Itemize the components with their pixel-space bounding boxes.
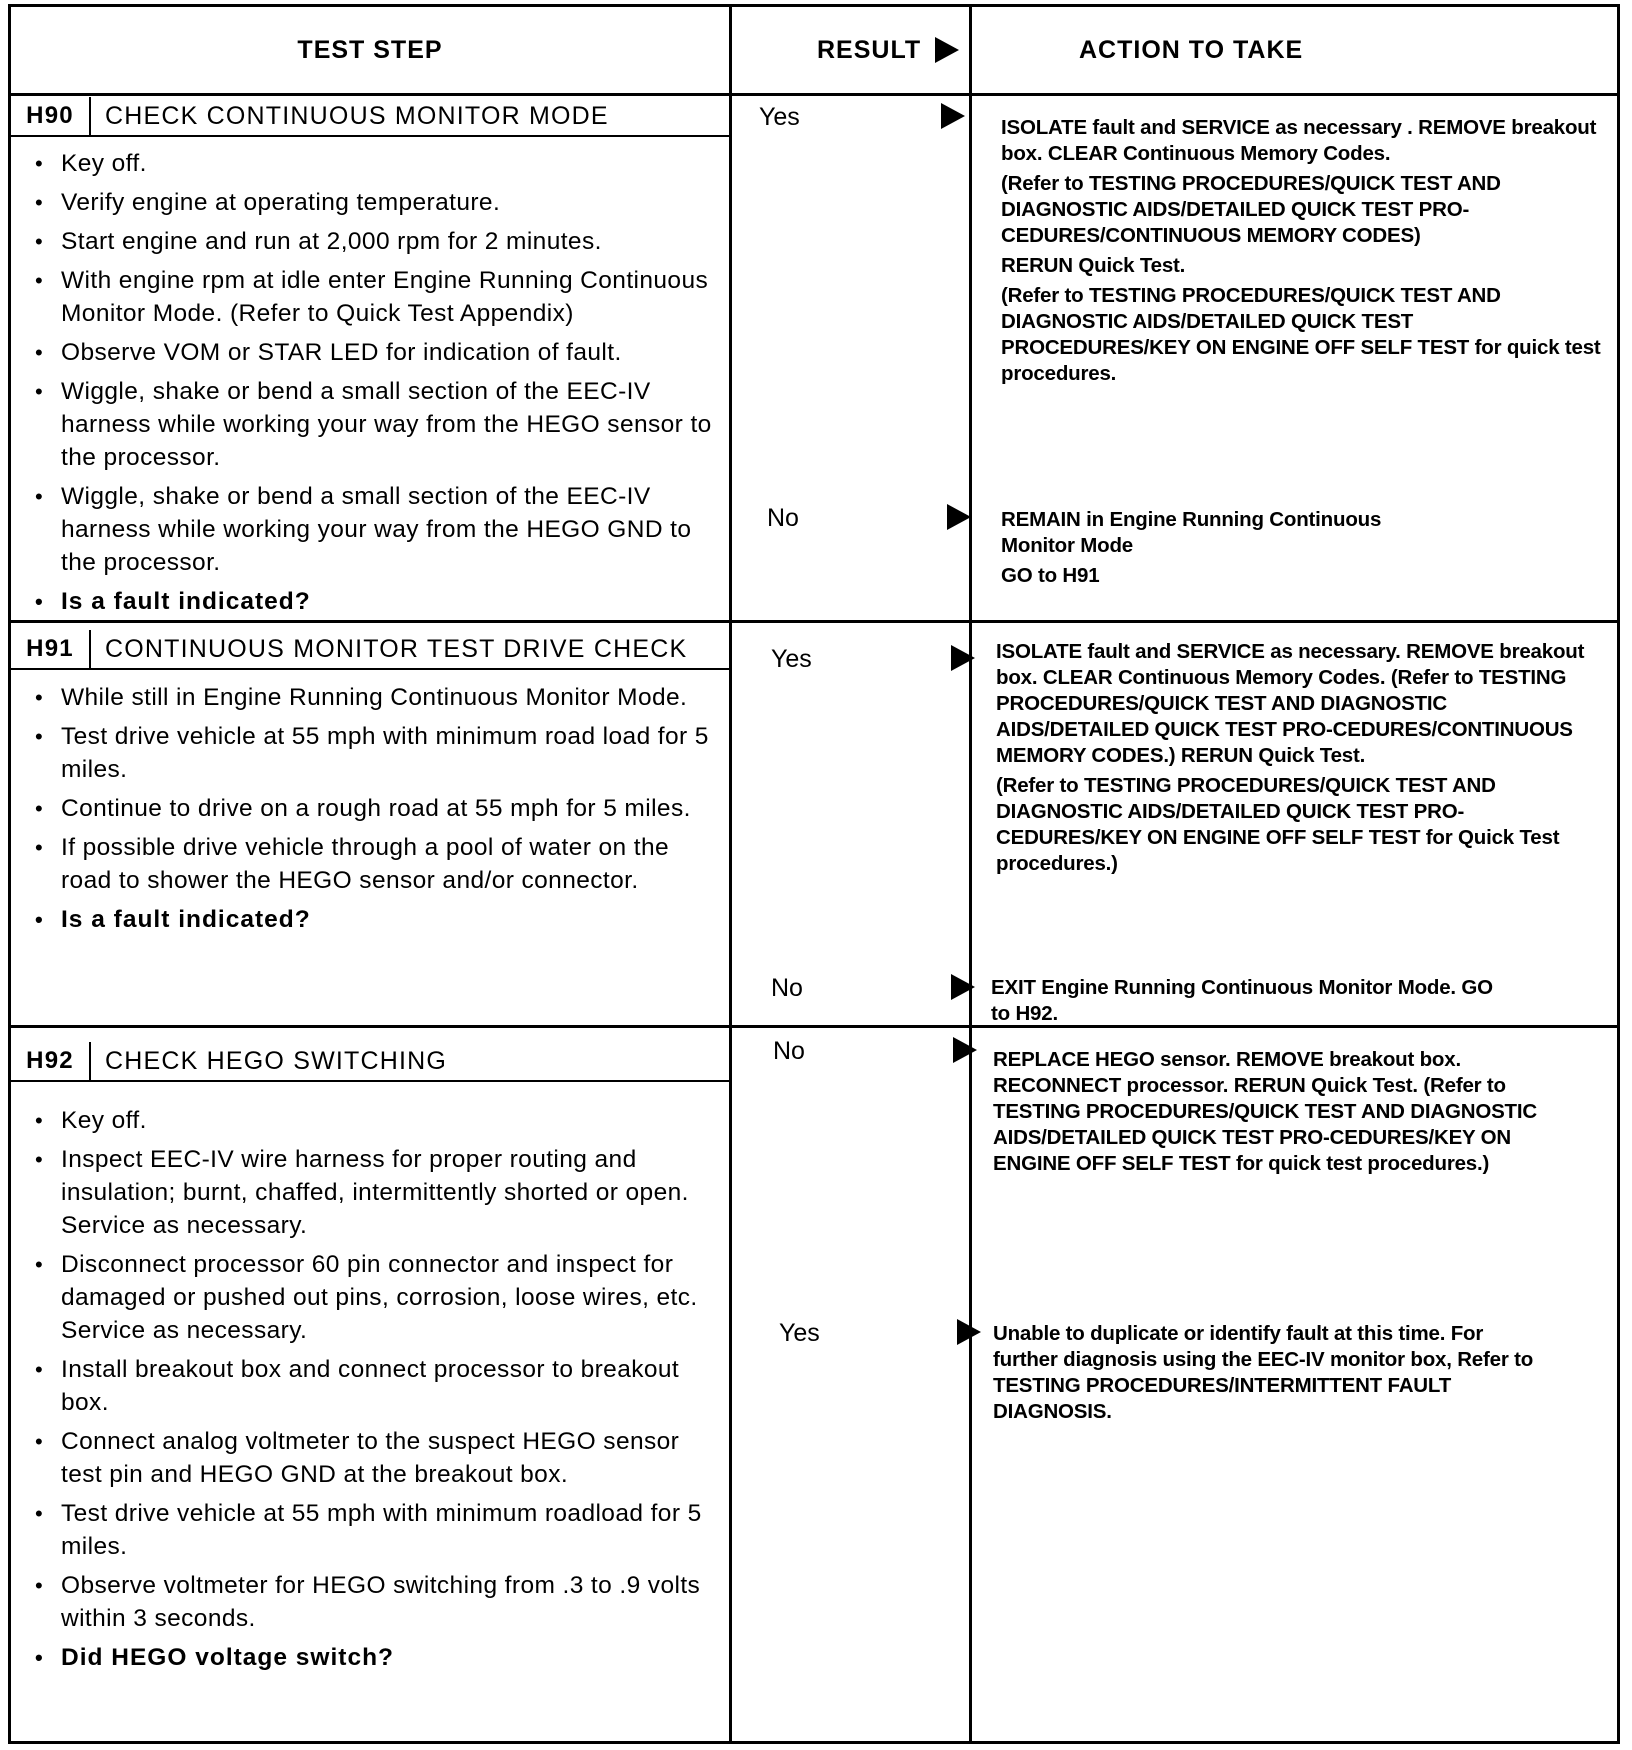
arrow-right-icon — [935, 37, 959, 63]
bullet-item: • Verify engine at operating temperature. — [31, 186, 721, 219]
bullet-item: • Key off. — [31, 147, 721, 180]
step-header-h91 — [11, 630, 729, 670]
bullet-item: • Observe voltmeter for HEGO switching from .3 to .9 volts within 3 seconds. — [31, 1569, 721, 1635]
result-label-no: No — [771, 974, 803, 1002]
bullet-item: • Continue to drive on a rough road at 55 mph for 5 miles. — [31, 792, 721, 825]
action-h91-no — [991, 975, 1511, 1031]
action-h92-yes — [993, 1321, 1553, 1429]
bullet-item: • Test drive vehicle at 55 mph with minimum roadload for 5 miles. — [31, 1497, 721, 1563]
action-line: EXIT Engine Running Continuous Monitor Mode. GO to H92. — [991, 976, 1493, 1025]
step-header-h90 — [11, 97, 729, 137]
step-bullets-h92 — [31, 1104, 721, 1680]
step-id: H92 — [11, 1042, 91, 1080]
step-title: CHECK CONTINUOUS MONITOR MODE — [105, 101, 609, 130]
header-test-step — [11, 7, 729, 93]
bullet-item: • Start engine and run at 2,000 rpm for 2 minutes. — [31, 225, 721, 258]
header-action — [971, 7, 1617, 93]
bullet-item: • With engine rpm at idle enter Engine Running Continuous Monitor Mode. (Refer to Quick Test Appendix) — [31, 264, 721, 330]
bullet-item: • Observe VOM or STAR LED for indication of fault. — [31, 336, 721, 369]
action-line: ISOLATE fault and SERVICE as necessary . REMOVE breakout box. CLEAR Continuous Memory Codes. — [1001, 116, 1597, 165]
arrow-right-icon — [947, 504, 971, 530]
step-bullets-h90 — [31, 147, 721, 624]
step-title: CONTINUOUS MONITOR TEST DRIVE CHECK — [105, 634, 688, 663]
arrow-right-icon — [953, 1037, 977, 1063]
arrow-right-icon — [941, 103, 965, 129]
action-line: ISOLATE fault and SERVICE as necessary. REMOVE breakout box. CLEAR Continuous Memory Codes. (Refer to TESTING PROCEDURES/QUICK TEST AND DIAGNOSTIC AIDS/DETAILED QUICK TEST PRO-CEDURES/CONTINUOUS MEMORY CODES.) RERUN Quick Test. — [996, 640, 1585, 767]
result-label-no: No — [767, 504, 799, 532]
bullet-item: • Test drive vehicle at 55 mph with minimum road load for 5 miles. — [31, 720, 721, 786]
arrow-right-icon — [951, 645, 975, 671]
header-result — [741, 7, 971, 93]
result-label-yes: Yes — [771, 645, 812, 673]
result-label-yes: Yes — [779, 1319, 820, 1347]
result-label-no: No — [773, 1037, 805, 1065]
action-line: (Refer to TESTING PROCEDURES/QUICK TEST AND DIAGNOSTIC AIDS/DETAILED QUICK TEST PRO-CEDURES/CONTINUOUS MEMORY CODES) — [1001, 172, 1501, 247]
step-header-h92 — [11, 1042, 729, 1082]
action-h90-yes — [1001, 115, 1601, 391]
step-question: • Did HEGO voltage switch? — [31, 1641, 721, 1674]
diagnostic-table — [8, 4, 1620, 1744]
action-line: (Refer to TESTING PROCEDURES/QUICK TEST AND DIAGNOSTIC AIDS/DETAILED QUICK TEST PROCEDURES/KEY ON ENGINE OFF SELF TEST for quick test procedures. — [1001, 284, 1601, 385]
bullet-item: • Install breakout box and connect processor to breakout box. — [31, 1353, 721, 1419]
step-bullets-h91 — [31, 681, 721, 942]
bullet-item: • Inspect EEC-IV wire harness for proper routing and insulation; burnt, chaffed, intermittently shorted or open. Service as necessary. — [31, 1143, 721, 1242]
action-h91-yes — [996, 639, 1596, 881]
header-test-step-label: TEST STEP — [297, 35, 443, 64]
step-title: CHECK HEGO SWITCHING — [105, 1046, 448, 1075]
result-label-yes: Yes — [759, 103, 800, 131]
action-line: GO to H91 — [1001, 564, 1100, 587]
step-id: H90 — [11, 97, 91, 135]
bullet-item: • While still in Engine Running Continuous Monitor Mode. — [31, 681, 721, 714]
bullet-item: • If possible drive vehicle through a pool of water on the road to shower the HEGO sensor and/or connector. — [31, 831, 721, 897]
header-action-label: ACTION TO TAKE — [1079, 35, 1304, 64]
header-divider — [11, 93, 1617, 96]
step-question: • Is a fault indicated? — [31, 585, 721, 618]
step-question: • Is a fault indicated? — [31, 903, 721, 936]
header-result-label: RESULT — [817, 35, 922, 64]
bullet-item: • Wiggle, shake or bend a small section of the EEC-IV harness while working your way from the HEGO sensor to the processor. — [31, 375, 721, 474]
arrow-right-icon — [957, 1319, 981, 1345]
action-line: REMAIN in Engine Running Continuous Monitor Mode — [1001, 508, 1382, 557]
bullet-item: • Disconnect processor 60 pin connector and inspect for damaged or pushed out pins, corrosion, loose wires, etc. Service as necessary. — [31, 1248, 721, 1347]
column-divider-test-result — [729, 7, 732, 1741]
action-line: (Refer to TESTING PROCEDURES/QUICK TEST AND DIAGNOSTIC AIDS/DETAILED QUICK TEST PRO-CEDURES/KEY ON ENGINE OFF SELF TEST for Quick Test procedures.) — [996, 774, 1560, 875]
action-h90-no — [1001, 507, 1441, 593]
step-id: H91 — [11, 630, 91, 668]
arrow-right-icon — [951, 974, 975, 1000]
action-line: Unable to duplicate or identify fault at this time. For further diagnosis using the EEC-IV monitor box, Refer to TESTING PROCEDURES/INTERMITTENT FAULT DIAGNOSIS. — [993, 1322, 1534, 1423]
bullet-item: • Key off. — [31, 1104, 721, 1137]
action-line: RERUN Quick Test. — [1001, 254, 1186, 277]
action-h92-no — [993, 1047, 1553, 1181]
column-divider-result-action — [969, 7, 972, 1741]
bullet-item: • Connect analog voltmeter to the suspect HEGO sensor test pin and HEGO GND at the breakout box. — [31, 1425, 721, 1491]
action-line: REPLACE HEGO sensor. REMOVE breakout box. RECONNECT processor. RERUN Quick Test. (Refer to TESTING PROCEDURES/QUICK TEST AND DIAGNOSTIC AIDS/DETAILED QUICK TEST PRO-CEDURES/KEY ON ENGINE OFF SELF TEST for quick test procedures.) — [993, 1048, 1537, 1175]
bullet-item: • Wiggle, shake or bend a small section of the EEC-IV harness while working your way from the HEGO GND to the processor. — [31, 480, 721, 579]
